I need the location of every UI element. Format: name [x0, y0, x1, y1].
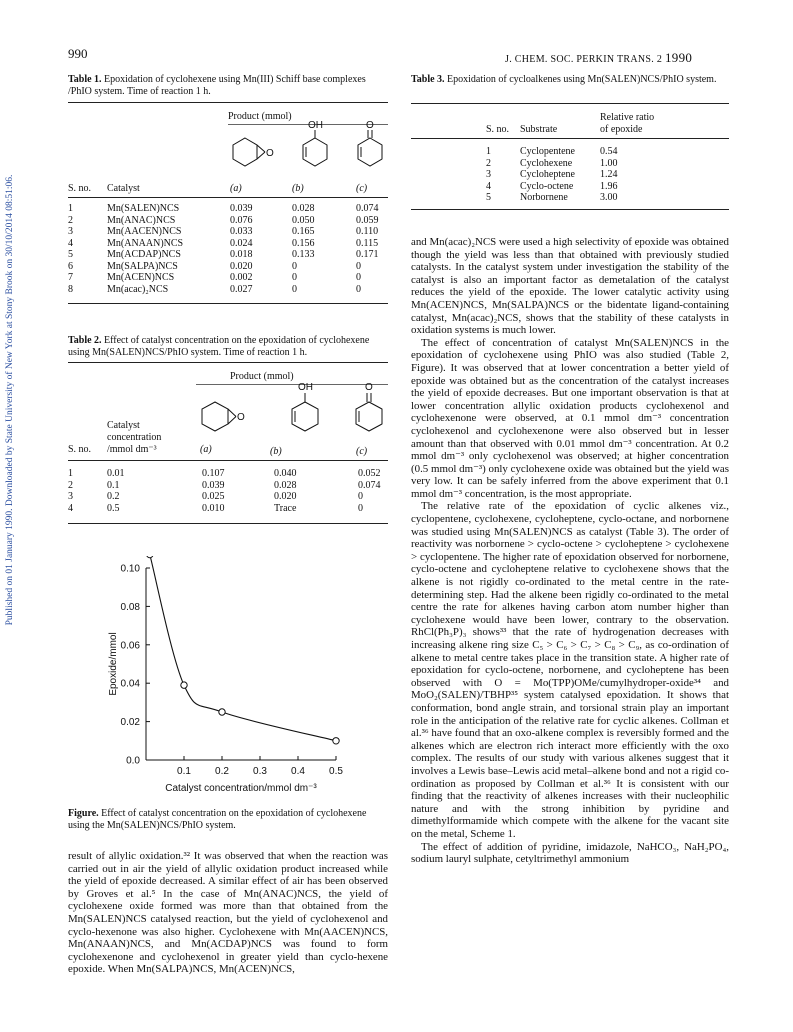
- value-b: 0.028: [274, 479, 297, 491]
- value-c: 0: [356, 283, 361, 295]
- value-c: 0.110: [356, 226, 379, 237]
- cyclohexenol-oh-label: OH: [308, 120, 323, 131]
- table-row: [68, 272, 388, 284]
- journal-year: 1990: [664, 50, 693, 65]
- table1-group-header: Product (mmol): [228, 111, 292, 122]
- row-number: 1: [68, 468, 73, 479]
- y-tick-label: 0.08: [120, 601, 140, 613]
- table3-header-rule: [411, 138, 729, 139]
- table1-header-rule: [68, 197, 388, 198]
- table1-caption: [68, 74, 388, 98]
- table1-label: Table 1.: [68, 74, 102, 85]
- row-number: 3: [68, 491, 73, 502]
- relative-ratio: 0.54: [600, 146, 618, 157]
- x-tick-label: 0.1: [177, 766, 191, 777]
- value-b: 0.165: [292, 226, 315, 237]
- x-tick-label: 0.3: [253, 766, 267, 777]
- table3-col-sno: S. no.: [486, 124, 510, 135]
- concentration: 0.5: [107, 502, 120, 514]
- table-row: [68, 226, 388, 238]
- value-b: Trace: [274, 502, 297, 514]
- table3-col-ratio-2: of epoxide: [600, 124, 643, 135]
- table3-caption-text: Epoxidation of cycloalkenes using Mn(SALEN)NCS/PhIO system.: [447, 74, 717, 85]
- table1-body: [68, 203, 388, 295]
- table2-caption-text: Effect of catalyst concentration on the epoxidation of cyclohexene using Mn(SALEN)NCS/PhIO system. Time of reaction 1 h.: [68, 335, 370, 358]
- value-b: 0.040: [274, 468, 297, 479]
- value-a: 0.027: [230, 283, 253, 295]
- value-a: 0.025: [202, 491, 225, 502]
- concentration: 0.01: [107, 468, 125, 479]
- y-tick-label: 0.06: [120, 640, 140, 652]
- value-c: 0.074: [358, 479, 381, 491]
- structure-epoxide: [202, 402, 245, 431]
- row-number: 2: [68, 479, 73, 491]
- figure-caption-text: Effect of catalyst concentration on the epoxidation of cyclohexene using the Mn(SALEN)NCS/PhIO system.: [68, 808, 367, 831]
- table3-body: [486, 146, 640, 204]
- journal-name: J. CHEM. SOC. PERKIN TRANS. 2: [505, 54, 663, 65]
- table2-header-rule: [68, 460, 388, 461]
- table2-col-concentration: concentration: [107, 432, 162, 443]
- table1-bottom-rule: [68, 303, 388, 304]
- structure-cyclohexenone: [358, 120, 382, 166]
- value-c: 0.115: [356, 237, 379, 249]
- structure-epoxide: [233, 138, 274, 166]
- row-number: 3: [486, 169, 491, 180]
- value-b: 0.028: [292, 203, 315, 214]
- structure-cyclohexenol: [292, 382, 318, 431]
- table1-col-c: (c): [356, 183, 368, 194]
- value-b: 0.133: [292, 249, 315, 260]
- substrate-name: Cyclo-octene: [520, 180, 574, 192]
- table1-top-rule: [68, 102, 388, 103]
- catalyst-name: Mn(ANAAN)NCS: [107, 237, 184, 249]
- value-a: 0.107: [202, 468, 225, 479]
- data-point: [219, 709, 225, 715]
- y-tick-label: 0.0: [126, 755, 140, 767]
- value-c: 0: [356, 260, 361, 272]
- table-row: [486, 169, 640, 181]
- left-paragraph: result of allylic oxidation.³² It was observed that when the reaction was carried out in air the yield of allylic oxidation product increased while the yield of epoxide decreased. A similar effect of air has been observed by Groves et al.⁵ In the case of Mn(ANAC)NCS, the yield of cyclohexene oxide formed was more than that obtained from the Mn(SALEN)NCS catalysed reaction, but the yield of cyclohexenol and cyclo-hexenone was also higher. Cyclohexene with Mn(AACEN)NCS, Mn(ANAAN)NCS, and Mn(ACDAP)NCS was found to form cyclohexenone and cyclohexenol in greater yield than cyclo-hexene epoxide. When Mn(SALPA)NCS, Mn(ACEN)NCS,: [68, 850, 388, 976]
- y-tick-label: 0.04: [120, 678, 140, 690]
- row-number: 6: [68, 260, 73, 272]
- table2-col-sno: S. no.: [68, 444, 92, 455]
- data-point: [181, 682, 187, 688]
- row-number: 4: [68, 502, 73, 514]
- table-row: [68, 491, 388, 503]
- table-row: [68, 503, 388, 515]
- table1-col-catalyst: Catalyst: [107, 183, 140, 194]
- cyclohexenone-o-label: O: [366, 120, 374, 131]
- download-watermark: [3, 120, 17, 680]
- x-tick-label: 0.4: [291, 766, 305, 777]
- value-c: 0: [358, 491, 363, 502]
- table2-bottom-rule: [68, 523, 388, 524]
- value-c: 0: [358, 502, 363, 514]
- value-b: 0.050: [292, 214, 315, 226]
- row-number: 2: [486, 157, 491, 169]
- row-number: 5: [486, 192, 491, 203]
- table1-col-b: (b): [292, 183, 304, 194]
- epoxide-o-label: O: [266, 148, 274, 159]
- download-watermark-text: Published on 01 January 1990. Downloaded by State University of New York at Stony Brook on 30/10/2014 08:51:06.: [5, 174, 15, 626]
- table1-caption-text: Epoxidation of cyclohexene using Mn(III) Schiff base complexes /PhIO system. Time of reaction 1 h.: [68, 74, 366, 97]
- row-number: 5: [68, 249, 73, 260]
- table2-structures: [195, 380, 393, 444]
- row-number: 2: [68, 214, 73, 226]
- running-head: [505, 50, 692, 66]
- row-number: 4: [68, 237, 73, 249]
- structure-cyclohexenone: [356, 382, 382, 431]
- value-c: 0.171: [356, 249, 379, 260]
- y-axis-label: Epoxide/mmol: [108, 632, 119, 696]
- table3-label: Table 3.: [411, 74, 445, 85]
- cyclohexenone-o-label: O: [365, 382, 373, 393]
- right-paragraph-3: The relative rate of the epoxidation of cyclic alkenes viz., cyclopentene, cyclohexene, cycloheptene, cyclo-octane, and norbornene was studied using Mn(SALEN)NCS as catalyst (Table 3). The order of reactivity was norbornene > cyclo-octene > cycloheptene > cyclohexene > cyclopentene. The higher rate of epoxidation observed for norbornene, cyclo-octene and cycloheptene relative to cyclohexene shows that the alkene is not rigidly co-ordinated to the metal centre in the rate-determining step. Had the alkene been rigidly co-ordinated to the metal centre the rate for alkenes having carbon atom number higher than cyclohexene would have been lower, contrary to the observation. RhCl(Ph₃P)₃ shows³³ that the rate of hydrogenation decreases with increasing alkene ring size C₅ > C₆ > C₇ > C₈ > C₉, as co-ordination of alkene to metal centre takes place in the transition state. A higher rate of epoxidation for cyclo-octene, norbornene, and cycloheptene has been observed with O = Mo(TPP)OMe/cumylhydroper-oxide³⁴ and MoO₂(SALEN)/TBHP³⁵ system catalysed epoxidation. It shows that conformation, bond angle strain, and torsional strain play an important role in the anticipation of the relative rate for cyclic alkenes. Collman et al.³⁶ have found that an oxo-alkene complex is reversibly formed and the alkenes which are electron rich interact more efficiently with the oxo complex. The results of our study with various alkenes suggest that it involves a Lewis base–Lewis acid metal–alkene bond and not a rigid co-ordination as proposed by Collman et al.³⁶ It is consistent with our finding that the reactivity of alkenes increases with their nucleophilic nature and with the strong inhibition by pyridine and dimethylformamide which compete with the alkene for the vacant site on the metal, Scheme 1.: [411, 500, 729, 840]
- row-number: 7: [68, 272, 73, 283]
- table-row: [68, 480, 388, 492]
- table-row: [68, 238, 388, 250]
- value-b: 0.156: [292, 237, 315, 249]
- row-number: 3: [68, 226, 73, 237]
- right-paragraph-1: and Mn(acac)₂NCS were used a high selectivity of epoxide was obtained though the yield was less than that obtained with previously studied catalysts. In the catalyst system under investigation the stability of the catalyst is also an important factor as demetalation of the catalyst reduces the yield of the epoxide. The lower catalytic activity using Mn(ACEN)NCS, Mn(SALPA)NCS or the bidentate ligand-containing catalyst, Mn(acac)₂NCS, shows that the stability of these catalysts in oxidation systems is much lower.: [411, 236, 729, 337]
- value-a: 0.039: [202, 479, 225, 491]
- x-tick-label: 0.5: [329, 766, 343, 777]
- value-a: 0.076: [230, 214, 253, 226]
- y-tick-label: 0.02: [120, 717, 140, 729]
- value-b: 0: [292, 272, 297, 283]
- figure-caption: [68, 808, 388, 832]
- value-a: 0.010: [202, 502, 225, 514]
- catalyst-name: Mn(ACDAP)NCS: [107, 249, 181, 260]
- value-b: 0.020: [274, 491, 297, 502]
- catalyst-name: Mn(AACEN)NCS: [107, 226, 182, 237]
- substrate-name: Cyclopentene: [520, 146, 575, 157]
- structure-cyclohexenol: [303, 120, 327, 166]
- relative-ratio: 1.24: [600, 169, 618, 180]
- value-a: 0.033: [230, 226, 253, 237]
- value-a: 0.024: [230, 237, 253, 249]
- value-b: 0: [292, 283, 297, 295]
- table2-col-catalyst: Catalyst: [107, 420, 140, 431]
- catalyst-name: Mn(ACEN)NCS: [107, 272, 175, 283]
- table2-col-c: (c): [356, 446, 368, 457]
- catalyst-name: Mn(SALPA)NCS: [107, 260, 178, 272]
- page-number: 990: [68, 46, 88, 61]
- table2-caption: [68, 335, 388, 359]
- row-number: 1: [486, 146, 491, 157]
- row-number: 4: [486, 180, 491, 192]
- relative-ratio: 1.00: [600, 157, 618, 169]
- table-row: [68, 203, 388, 215]
- row-number: 1: [68, 203, 73, 214]
- table-row: [68, 284, 388, 296]
- substrate-name: Norbornene: [520, 192, 568, 203]
- table1-col-a: (a): [230, 183, 242, 194]
- right-paragraph-2: The effect of concentration of catalyst Mn(SALEN)NCS in the epoxidation of cyclohexene using PhIO was also studied (Table 2, Figure). It was observed that at lower concentration a better yield of epoxide was obtained but as the concentration of the catalyst increases the yield of epoxide decreases. But one important observation is that at lower concentration allylic oxidation products cyclohexenol and cyclohexenone were observed, at 0.1 mmol dm⁻³ concentration cyclohexenol and cyclohexenone were also observed but in lesser amount than that observed with 0.01 mmol dm⁻³ concentration. At 0.2 mmol dm⁻³ only cyclohexenol was observed; at higher concentration (0.5 mmol dm⁻³) only cyclohexene oxide was obtained but the yield was very low. It can be safely inferred from the above experiment that 0.1 mmol dm⁻³ concentration, is the most appropriate.: [411, 336, 729, 500]
- x-axis-label: Catalyst concentration/mmol dm⁻³: [165, 783, 317, 794]
- table-row: [486, 146, 640, 158]
- table2-top-rule: [68, 362, 388, 363]
- data-point: [147, 556, 153, 558]
- table-row: [486, 181, 640, 193]
- right-paragraph-4: The effect of addition of pyridine, imidazole, NaHCO₃, NaH₂PO₄, sodium lauryl sulphate, cetyltrimethyl ammonium: [411, 840, 729, 866]
- table-row: [68, 249, 388, 261]
- concentration: 0.2: [107, 491, 120, 502]
- substrate-name: Cycloheptene: [520, 169, 575, 180]
- data-point: [333, 738, 339, 744]
- catalyst-name: Mn(acac)₂NCS: [107, 283, 169, 295]
- table2-body: [68, 468, 388, 514]
- table-row: [68, 215, 388, 227]
- value-c: 0.074: [356, 203, 379, 214]
- value-a: 0.002: [230, 272, 253, 283]
- y-tick-label: 0.10: [120, 563, 140, 575]
- x-tick-label: 0.2: [215, 766, 229, 777]
- figure-chart: [90, 556, 380, 806]
- table2-group-header: Product (mmol): [230, 371, 294, 382]
- relative-ratio: 1.96: [600, 180, 618, 192]
- concentration: 0.1: [107, 479, 120, 491]
- table3-col-ratio-1: Relative ratio: [600, 112, 655, 123]
- value-c: 0.059: [356, 214, 379, 226]
- figure-label: Figure.: [68, 808, 99, 819]
- cyclohexenol-oh-label: OH: [298, 382, 313, 393]
- epoxide-o-label: O: [237, 412, 245, 423]
- table1-structures: [225, 118, 393, 180]
- left-column-text: [68, 850, 388, 976]
- relative-ratio: 3.00: [600, 192, 618, 203]
- catalyst-name: Mn(ANAC)NCS: [107, 214, 176, 226]
- table2-col-b: (b): [270, 446, 282, 457]
- table-row: [68, 468, 388, 480]
- value-c: 0: [356, 272, 361, 283]
- row-number: 8: [68, 283, 73, 295]
- table3-bottom-rule: [411, 209, 729, 210]
- substrate-name: Cyclohexene: [520, 157, 573, 169]
- catalyst-name: Mn(SALEN)NCS: [107, 203, 180, 214]
- table2-col-a: (a): [200, 444, 212, 455]
- table3-top-rule: [411, 103, 729, 104]
- table-row: [68, 261, 388, 273]
- table2-label: Table 2.: [68, 335, 102, 346]
- value-a: 0.018: [230, 249, 253, 260]
- fit-curve: [150, 556, 336, 741]
- value-b: 0: [292, 260, 297, 272]
- value-c: 0.052: [358, 468, 381, 479]
- table3-col-substrate: Substrate: [520, 124, 558, 135]
- table3-caption: [411, 74, 729, 86]
- value-a: 0.039: [230, 203, 253, 214]
- right-column-text: [411, 236, 729, 866]
- table-row: [486, 158, 640, 170]
- value-a: 0.020: [230, 260, 253, 272]
- table1-col-sno: S. no.: [68, 183, 92, 194]
- table2-col-units: /mmol dm⁻³: [107, 444, 157, 455]
- table-row: [486, 192, 640, 204]
